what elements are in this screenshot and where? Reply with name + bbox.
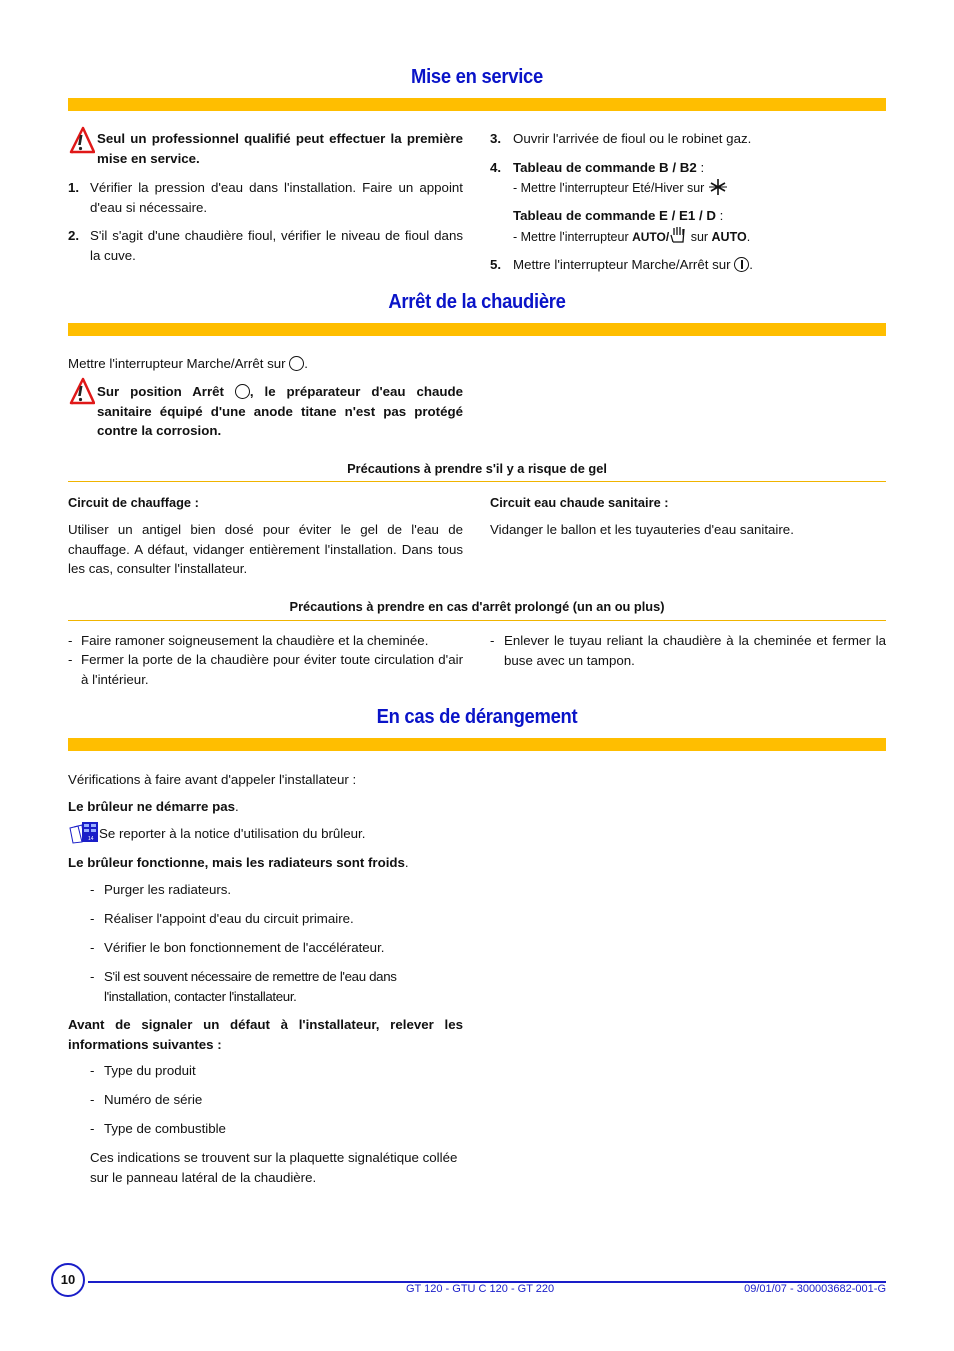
section-bar bbox=[68, 323, 886, 336]
closing-text: Ces indications se trouvent sur la plaquette signalétique collée sur le panneau latéral de la chaudière. bbox=[90, 1150, 458, 1185]
section-title-mise-en-service: Mise en service bbox=[411, 66, 543, 88]
report-item: Type de combustible bbox=[104, 1121, 226, 1136]
arret-prolonge-title: Précautions à prendre en cas d'arrêt prolongé (un an ou plus) bbox=[289, 599, 665, 614]
step-4-b-text bbox=[513, 178, 728, 199]
case-1-title-text: Le brûleur ne démarre pas bbox=[68, 799, 236, 814]
step-5-text bbox=[513, 255, 753, 275]
step-number: 5. bbox=[490, 257, 502, 272]
snowflake-icon bbox=[708, 178, 728, 196]
footer-models: GT 120 - GTU C 120 - GT 220 bbox=[406, 1283, 555, 1295]
step-1-text: Vérifier la pression d'eau dans l'installation. Faire un appoint d'eau si nécessaire. bbox=[90, 180, 463, 215]
gel-left-title: Circuit de chauffage : bbox=[68, 495, 199, 510]
step-4-title-b bbox=[513, 158, 704, 178]
hand-icon bbox=[669, 226, 687, 244]
warning-text bbox=[97, 129, 463, 168]
page-number: 10 bbox=[51, 1263, 85, 1297]
step-number: 3. bbox=[490, 131, 502, 146]
bullet: - bbox=[90, 969, 95, 984]
case-2-item: Réaliser l'appoint d'eau du circuit primaire. bbox=[104, 911, 354, 926]
bullet: - bbox=[490, 633, 495, 648]
power-on-icon bbox=[734, 257, 749, 272]
arret-prolonge-left-item: Fermer la porte de la chaudière pour éviter toute circulation d'air à l'intérieur. bbox=[81, 652, 463, 687]
case-1-reference: Se reporter à la notice d'utilisation du brûleur. bbox=[99, 826, 366, 841]
arret-instruction bbox=[68, 354, 308, 374]
bullet: - bbox=[90, 940, 95, 955]
auto-label: AUTO/ bbox=[632, 230, 670, 244]
colon: : bbox=[715, 208, 724, 223]
divider bbox=[68, 481, 886, 482]
arret-warning-post: , le préparateur d'eau chaude sanitaire équipé d'une anode titane n'est pas protégé contre la corrosion. bbox=[97, 384, 463, 438]
step-number: 2. bbox=[68, 228, 80, 243]
report-title: Avant de signaler un défaut à l'installateur, relever les informations suivantes : bbox=[68, 1017, 463, 1052]
period: . bbox=[404, 855, 409, 870]
sur-label: sur bbox=[687, 230, 712, 244]
step-4-e-instruction: - Mettre l'interrupteur bbox=[513, 230, 633, 244]
case-2-title bbox=[68, 853, 409, 873]
step-number: 1. bbox=[68, 180, 80, 195]
power-off-icon bbox=[289, 356, 304, 371]
arret-prolonge-left-item: Faire ramoner soigneusement la chaudière et la cheminée. bbox=[81, 633, 429, 648]
case-1-title bbox=[68, 797, 239, 817]
warning-icon bbox=[69, 126, 95, 154]
arret-warning-pre: Sur position Arrêt bbox=[97, 384, 224, 399]
divider bbox=[68, 620, 886, 621]
panel-e-title: Tableau de commande E / E1 / D bbox=[513, 208, 716, 223]
period: . bbox=[749, 257, 753, 272]
section-title-arret: Arrêt de la chaudière bbox=[388, 291, 566, 313]
period: . bbox=[304, 356, 308, 371]
panel-b-title: Tableau de commande B / B2 bbox=[513, 160, 697, 175]
power-off-icon bbox=[235, 384, 250, 399]
footer-reference: 09/01/07 - 300003682-001-G bbox=[744, 1283, 886, 1295]
arret-warning bbox=[97, 382, 463, 441]
manual-book-icon bbox=[68, 822, 98, 844]
bullet: - bbox=[68, 633, 73, 648]
period: . bbox=[746, 230, 751, 244]
gel-right-title: Circuit eau chaude sanitaire : bbox=[490, 495, 669, 510]
case-2-item: Purger les radiateurs. bbox=[104, 882, 232, 897]
case-2-item: Vérifier le bon fonctionnement de l'accélérateur. bbox=[104, 940, 385, 955]
arret-instruction-text: Mettre l'interrupteur Marche/Arrêt sur bbox=[68, 356, 286, 371]
step-4-e-text bbox=[513, 226, 750, 248]
period: . bbox=[235, 799, 239, 814]
step-4-title-e bbox=[513, 206, 723, 226]
bullet: - bbox=[90, 882, 95, 897]
bullet: - bbox=[90, 1063, 95, 1078]
section-title-derangement: En cas de dérangement bbox=[376, 706, 578, 728]
report-item: Type du produit bbox=[104, 1063, 196, 1078]
derangement-intro: Vérifications à faire avant d'appeler l'installateur : bbox=[68, 772, 357, 787]
section-bar bbox=[68, 738, 886, 751]
auto-label-2: AUTO bbox=[711, 230, 747, 244]
bullet: - bbox=[90, 1121, 95, 1136]
step-4-b-instruction: - Mettre l'interrupteur Eté/Hiver sur bbox=[513, 181, 705, 195]
bullet: - bbox=[90, 911, 95, 926]
bullet: - bbox=[68, 652, 73, 667]
step-3-text: Ouvrir l'arrivée de fioul ou le robinet gaz. bbox=[513, 131, 752, 146]
arret-prolonge-right-item: Enlever le tuyau reliant la chaudière à la cheminée et fermer la buse avec un tampon. bbox=[504, 633, 886, 668]
bullet: - bbox=[90, 1092, 95, 1107]
warning-text-content: Seul un professionnel qualifié peut effectuer la première mise en service. bbox=[97, 131, 463, 166]
manual-page-ref: 14 bbox=[88, 836, 94, 842]
gel-title: Précautions à prendre s'il y a risque de gel bbox=[347, 461, 607, 476]
colon: : bbox=[696, 160, 705, 175]
step-5-instruction: Mettre l'interrupteur Marche/Arrêt sur bbox=[513, 257, 731, 272]
case-2-title-text: Le brûleur fonctionne, mais les radiateurs sont froids bbox=[68, 855, 405, 870]
section-bar bbox=[68, 98, 886, 111]
step-2-text: S'il s'agit d'une chaudière fioul, vérifier le niveau de fioul dans la cuve. bbox=[90, 228, 463, 263]
step-number: 4. bbox=[490, 160, 502, 175]
case-2-item: S'il est souvent nécessaire de remettre de l'eau dans l'installation, contacter l'installateur. bbox=[104, 969, 397, 1004]
warning-icon bbox=[69, 377, 95, 405]
gel-right-text: Vidanger le ballon et les tuyauteries d'eau sanitaire. bbox=[490, 522, 794, 537]
gel-left-text: Utiliser un antigel bien dosé pour éviter le gel de l'eau de chauffage. A défaut, vidanger entièrement l'installation. Dans tous les cas, consulter l'installateur. bbox=[68, 522, 463, 576]
report-item: Numéro de série bbox=[104, 1092, 203, 1107]
